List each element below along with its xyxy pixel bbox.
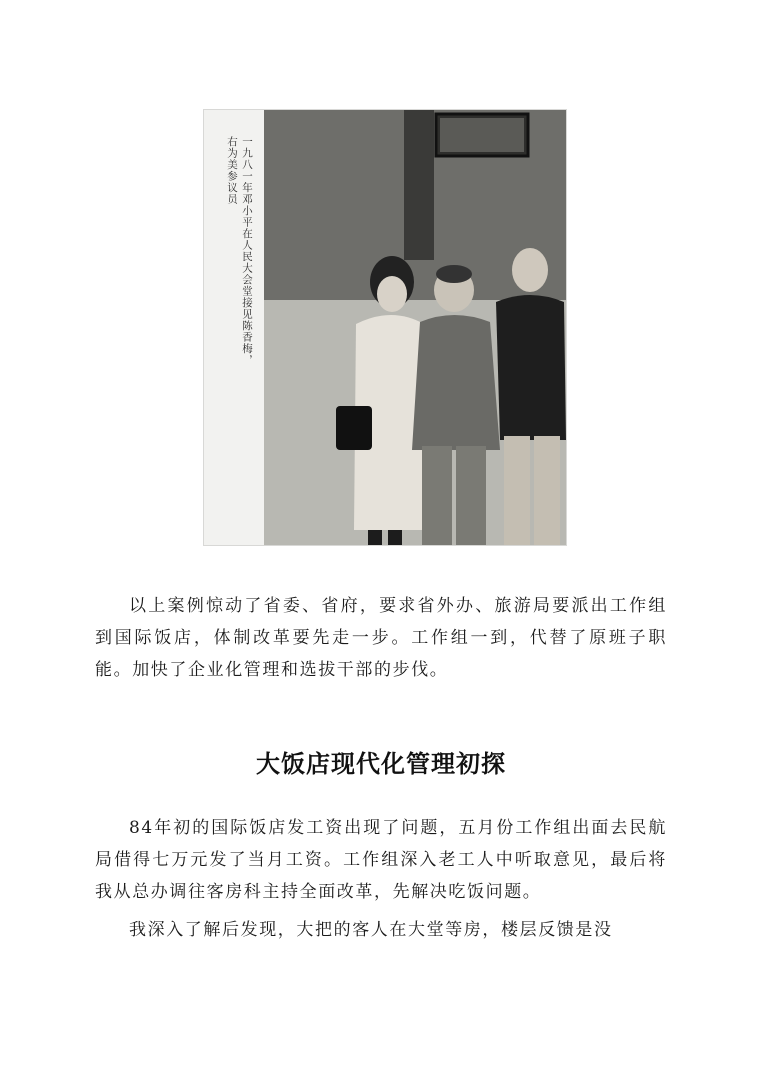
photo-caption-line-1: 一九八一年邓小平在人民大会堂接见陈香梅，	[241, 136, 253, 366]
paragraph-block-bottom	[95, 812, 667, 952]
paragraph: 我深入了解后发现，大把的客人在大堂等房，楼层反馈是没	[129, 920, 613, 940]
paragraph: 84年初的国际饭店发工资出现了问题，五月份工作组出面去民航局借得七万元发了当月工资。工作组深入老工人中听取意见，最后将我从总办调往客房科主持全面改革，先解决吃饭问题。	[95, 818, 667, 902]
photo-caption	[210, 136, 254, 496]
paragraph-block-top	[95, 590, 667, 692]
black-and-white-photo	[264, 110, 566, 545]
photo-caption-line-2: 右为美参议员	[226, 136, 238, 205]
photo-illustration	[264, 110, 566, 545]
section-heading: 大饭店现代化管理初探	[256, 749, 506, 778]
historical-photo-frame	[204, 110, 566, 545]
paragraph: 以上案例惊动了省委、省府，要求省外办、旅游局要派出工作组到国际饭店，体制改革要先走一步。工作组一到，代替了原班子职能。加快了企业化管理和选拔干部的步伐。	[95, 596, 667, 680]
